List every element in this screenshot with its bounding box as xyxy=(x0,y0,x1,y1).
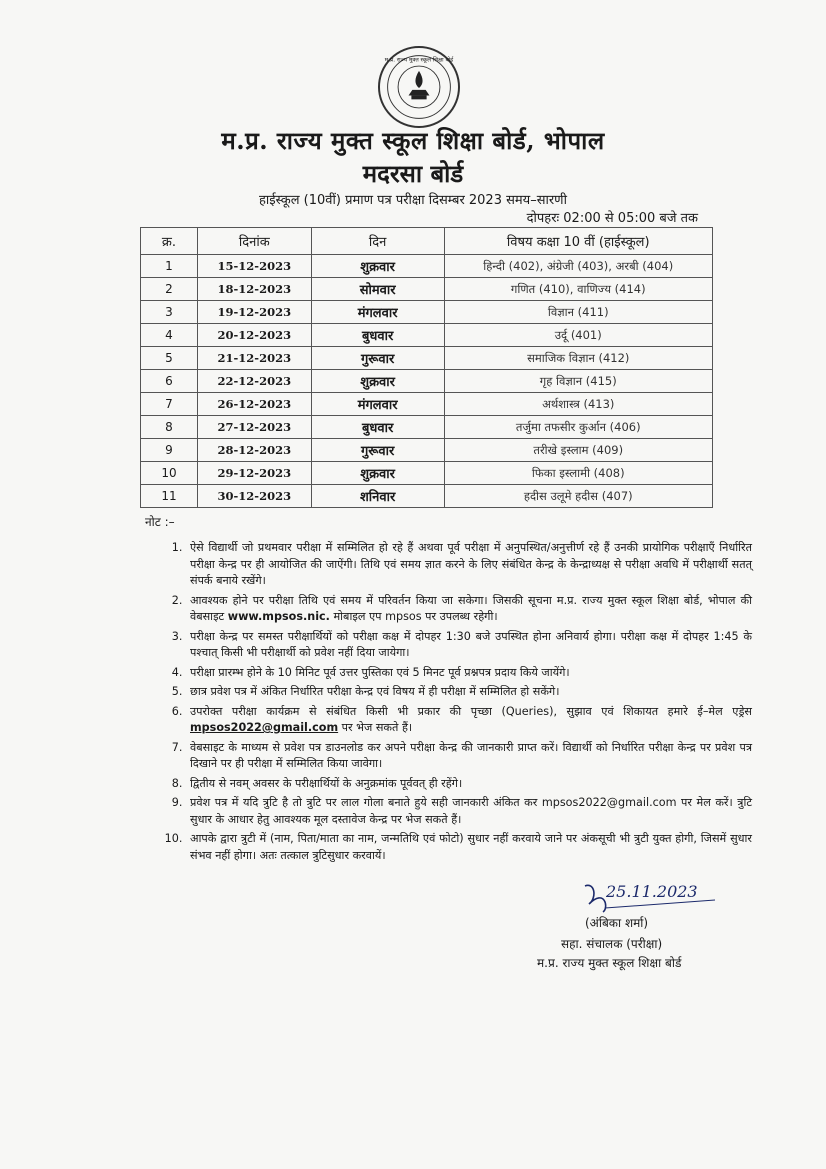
note-item xyxy=(186,593,752,626)
cell-date: 29-12-2023 xyxy=(197,462,311,485)
cell-day: शुक्रवार xyxy=(311,462,444,485)
cell-date: 15-12-2023 xyxy=(197,255,311,278)
table-row xyxy=(141,347,713,370)
note-text: आवश्यक होने पर परीक्षा तिथि एवं समय में परिवर्तन किया जा सकेगा। जिसकी सूचना म.प्र. राज्य मुक्त स्कूल शिक्षा बोर्ड, भोपाल की वेबसाइट xyxy=(190,593,752,623)
cell-day: शुक्रवार xyxy=(311,370,444,393)
svg-text:म.प्र. राज्य मुक्त स्कूल शिक्ष: म.प्र. राज्य मुक्त स्कूल शिक्षा बोर्ड xyxy=(384,57,454,64)
cell-date: 21-12-2023 xyxy=(197,347,311,370)
note-item xyxy=(186,795,752,828)
table-row xyxy=(141,439,713,462)
schedule-table-body xyxy=(141,255,713,508)
signatory-name: (अंबिका शर्मा) xyxy=(585,916,649,930)
note-text: उपरोक्त परीक्षा कार्यक्रम से संबंधित किसी भी प्रकार की पृच्छा (Queries), सुझाव एवं शिकायत हमारे ई–मेल एड्रेस xyxy=(190,704,752,718)
cell-subject: गृह विज्ञान (415) xyxy=(444,370,713,393)
table-row xyxy=(141,278,713,301)
schedule-table xyxy=(140,227,713,508)
note-item xyxy=(186,540,752,590)
note-item xyxy=(186,684,752,701)
col-header-subject: विषय कक्षा 10 वीं (हाईस्कूल) xyxy=(444,228,713,255)
exam-title: हाईस्कूल (10वीं) प्रमाण पत्र परीक्षा दिसम्बर 2023 समय–सारणी xyxy=(259,193,567,208)
table-row xyxy=(141,370,713,393)
cell-sno: 4 xyxy=(141,324,198,347)
notes-list xyxy=(160,540,752,867)
cell-subject: अर्थशास्त्र (413) xyxy=(444,393,713,416)
note-item xyxy=(186,776,752,793)
cell-date: 22-12-2023 xyxy=(197,370,311,393)
note-item xyxy=(186,665,752,682)
cell-date: 26-12-2023 xyxy=(197,393,311,416)
cell-sno: 7 xyxy=(141,393,198,416)
cell-subject: तरीखे इस्लाम (409) xyxy=(444,439,713,462)
table-row xyxy=(141,301,713,324)
table-row xyxy=(141,416,713,439)
note-text: आपके द्वारा त्रुटी में (नाम, पिता/माता का नाम, जन्मतिथि एवं फोटो) सुधार नहीं करवाये जाने पर अंकसूची भी त्रुटी युक्त होगी, जिसमें सुधार संभव नहीं होगा। अतः तत्काल त्रुटिसुधार करवायें। xyxy=(190,832,752,862)
note-item xyxy=(186,831,752,864)
note-item xyxy=(186,704,752,737)
note-text: ऐसे विद्यार्थी जो प्रथमवार परीक्षा में सम्मिलित हो रहे हैं अथवा पूर्व परीक्षा में अनुपस्थित/अनुत्तीर्ण रहे हैं उनकी प्रायोगिक परीक्षाएँ निर्धारित परीक्षा केन्द्र पर ही आयोजित की जाऐंगी। तिथि एवं समय ज्ञात करने के लिए संबंधित केन्द्र के केन्द्राध्यक्ष से परीक्षा अवधि में परीक्षार्थी सतत् संपर्क बनाये रखेंगे। xyxy=(190,541,752,587)
cell-day: बुधवार xyxy=(311,416,444,439)
cell-sno: 5 xyxy=(141,347,198,370)
signature-date: 25.11.2023 xyxy=(606,882,698,901)
col-header-sno: क्र. xyxy=(141,228,198,255)
cell-day: मंगलवार xyxy=(311,301,444,324)
cell-date: 19-12-2023 xyxy=(197,301,311,324)
note-text: द्वितीय से नवम् अवसर के परीक्षार्थियों के अनुक्रमांक पूर्ववत् ही रहेंगे। xyxy=(190,776,463,790)
cell-subject: तर्जुमा तफसीर कुर्आन (406) xyxy=(444,416,713,439)
table-header-row xyxy=(141,228,713,255)
cell-sno: 1 xyxy=(141,255,198,278)
cell-sno: 11 xyxy=(141,485,198,508)
cell-day: गुरूवार xyxy=(311,347,444,370)
cell-day: सोमवार xyxy=(311,278,444,301)
col-header-day: दिन xyxy=(311,228,444,255)
cell-day: मंगलवार xyxy=(311,393,444,416)
note-text: वेबसाइट के माध्यम से प्रवेश पत्र डाउनलोड कर अपने परीक्षा केन्द्र की जानकारी प्राप्त करें। विद्यार्थी को निर्धारित परीक्षा केन्द्र पर प्रवेश पत्र दिखाने पर ही परीक्षा में सम्मिलित किया जावेगा। xyxy=(190,740,752,770)
website-link[interactable]: www.mpsos.nic. xyxy=(227,610,330,623)
signatory-organisation: म.प्र. राज्य मुक्त स्कूल शिक्षा बोर्ड xyxy=(537,956,682,970)
seal-emblem-icon xyxy=(380,48,458,126)
cell-date: 27-12-2023 xyxy=(197,416,311,439)
cell-subject: हदीस उलूमे हदीस (407) xyxy=(444,485,713,508)
board-seal-logo xyxy=(378,46,460,128)
col-header-date: दिनांक xyxy=(197,228,311,255)
sub-board-heading: मदरसा बोर्ड xyxy=(362,159,464,188)
cell-date: 20-12-2023 xyxy=(197,324,311,347)
cell-subject: गणित (410), वाणिज्य (414) xyxy=(444,278,713,301)
cell-date: 18-12-2023 xyxy=(197,278,311,301)
cell-sno: 2 xyxy=(141,278,198,301)
cell-subject: उर्दू (401) xyxy=(444,324,713,347)
cell-day: गुरूवार xyxy=(311,439,444,462)
note-text: परीक्षा केन्द्र पर समस्त परीक्षार्थियों को परीक्षा कक्ष में दोपहर 1:30 बजे उपस्थित होना अनिवार्य होगा। परीक्षा कक्ष में दोपहर 1:45 के पश्चात् किसी भी परीक्षार्थी को प्रवेश नहीं दिया जायेगा। xyxy=(190,629,752,659)
table-row xyxy=(141,485,713,508)
cell-day: शनिवार xyxy=(311,485,444,508)
board-name-heading: म.प्र. राज्य मुक्त स्कूल शिक्षा बोर्ड, भोपाल xyxy=(221,126,605,155)
cell-date: 28-12-2023 xyxy=(197,439,311,462)
cell-subject: विज्ञान (411) xyxy=(444,301,713,324)
email-link[interactable]: mpsos2022@gmail.com xyxy=(190,721,339,734)
note-label: नोट :– xyxy=(145,515,175,529)
note-item xyxy=(186,740,752,773)
table-row xyxy=(141,255,713,278)
cell-day: शुक्रवार xyxy=(311,255,444,278)
note-text-tail: मोबाइल एप mpsos पर उपलब्ध रहेगी। xyxy=(329,610,498,623)
table-row xyxy=(141,324,713,347)
table-row xyxy=(141,462,713,485)
cell-subject: फिका इस्लामी (408) xyxy=(444,462,713,485)
cell-subject: समाजिक विज्ञान (412) xyxy=(444,347,713,370)
cell-subject: हिन्दी (402), अंग्रेजी (403), अरबी (404) xyxy=(444,255,713,278)
cell-sno: 3 xyxy=(141,301,198,324)
note-text: प्रवेश पत्र में यदि त्रुटि है तो त्रुटि पर लाल गोला बनाते हुये सही जानकारी अंकित कर mpsos2022@gmail.com पर मेल करें। त्रुटि सुधार के आधार हेतु आवश्यक मूल दस्तावेज केन्द्र पर भेज सकते हैं। xyxy=(190,796,752,826)
signatory-designation: सहा. संचालक (परीक्षा) xyxy=(561,937,663,951)
cell-day: बुधवार xyxy=(311,324,444,347)
cell-sno: 9 xyxy=(141,439,198,462)
note-text: परीक्षा प्रारम्भ होने के 10 मिनिट पूर्व उत्तर पुस्तिका एवं 5 मिनट पूर्व प्रश्नपत्र प्रदाय किये जायेंगे। xyxy=(190,665,570,679)
note-text-tail: पर भेज सकते हैं। xyxy=(338,721,413,734)
exam-timing: दोपहरः 02:00 से 05:00 बजे तक xyxy=(526,211,698,226)
cell-date: 30-12-2023 xyxy=(197,485,311,508)
cell-sno: 6 xyxy=(141,370,198,393)
note-item xyxy=(186,629,752,662)
cell-sno: 8 xyxy=(141,416,198,439)
table-row xyxy=(141,393,713,416)
cell-sno: 10 xyxy=(141,462,198,485)
note-text: छात्र प्रवेश पत्र में अंकित निर्धारित परीक्षा केन्द्र एवं विषय में ही परीक्षा में सम्मिलित हो सकेंगे। xyxy=(190,685,560,698)
